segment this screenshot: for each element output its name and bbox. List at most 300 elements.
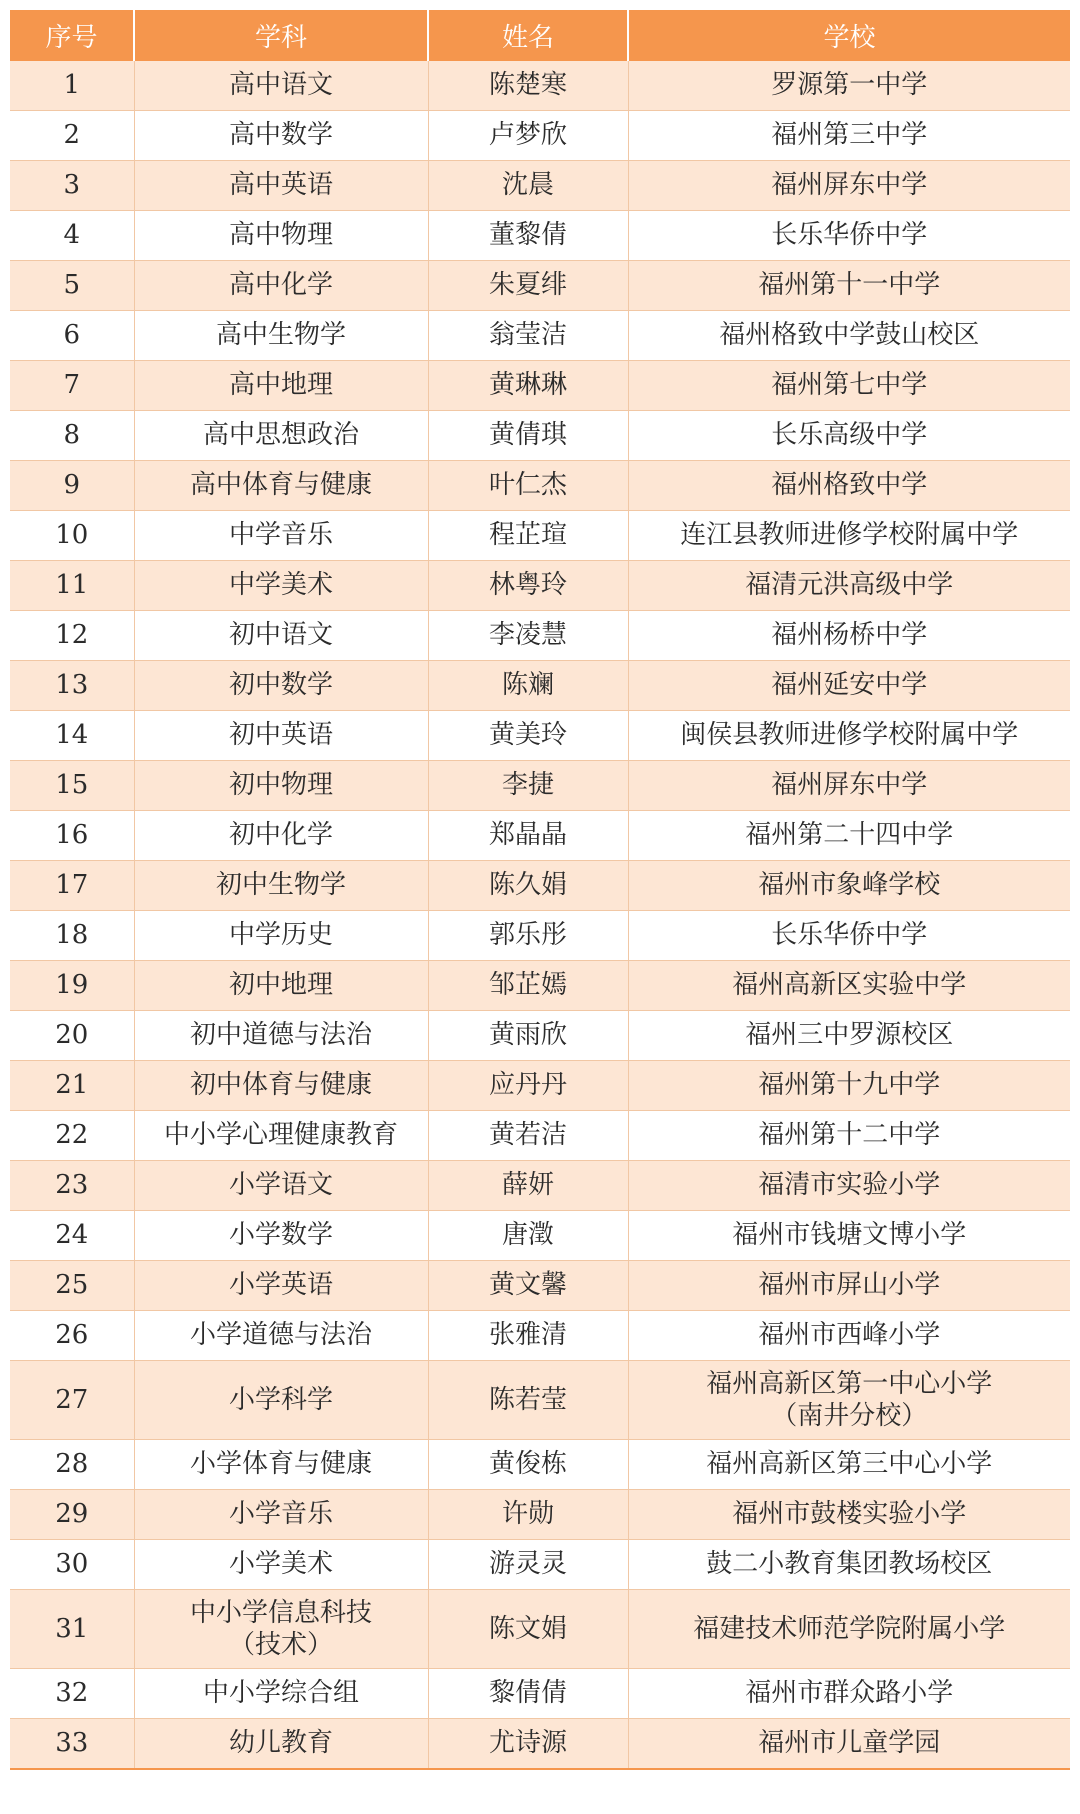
cell-subject [134, 1211, 428, 1261]
cell-school-text: 长乐高级中学 [771, 420, 928, 451]
table-row [10, 1211, 1070, 1261]
cell-name [428, 711, 628, 761]
cell-index-text: 20 [55, 1020, 89, 1051]
cell-school [628, 711, 1070, 761]
cell-subject-text: 小学英语 [228, 1270, 333, 1301]
cell-index-text: 21 [55, 1070, 89, 1101]
cell-index-text: 15 [55, 770, 89, 801]
cell-school-text: 福州第十九中学 [758, 1070, 941, 1101]
cell-index-text: 27 [55, 1384, 89, 1415]
cell-subject-text: 小学道德与法治 [189, 1320, 372, 1351]
table-row [10, 561, 1070, 611]
cell-school [628, 861, 1070, 911]
cell-school-text: 福州第二十四中学 [745, 820, 954, 851]
cell-school-text: 福州市西峰小学 [758, 1320, 941, 1351]
cell-index [10, 1011, 134, 1061]
table-row [10, 1261, 1070, 1311]
cell-name-text: 黄雨欣 [488, 1020, 567, 1051]
cell-school-text: （南井分校） [771, 1401, 928, 1431]
cell-name-text: 黄琳琳 [488, 370, 567, 401]
cell-name [428, 311, 628, 361]
cell-school [628, 411, 1070, 461]
cell-name [428, 211, 628, 261]
cell-name [428, 111, 628, 161]
cell-index [10, 661, 134, 711]
cell-index [10, 1719, 134, 1770]
cell-index [10, 511, 134, 561]
cell-index [10, 111, 134, 161]
cell-school-text: 福建技术师范学院附属小学 [693, 1613, 1006, 1644]
cell-index-text: 9 [63, 470, 81, 501]
cell-school-text: 福州第七中学 [771, 370, 928, 401]
cell-subject-text: 高中语文 [228, 70, 333, 101]
cell-subject-text: 中小学心理健康教育 [163, 1120, 398, 1151]
cell-subject [134, 1590, 428, 1669]
table-row [10, 461, 1070, 511]
cell-index-text: 24 [55, 1220, 89, 1251]
cell-school-text: 福州市屏山小学 [758, 1270, 941, 1301]
table-row [10, 1361, 1070, 1440]
cell-name [428, 1261, 628, 1311]
cell-name-text: 唐澂 [501, 1220, 554, 1251]
cell-subject [134, 511, 428, 561]
cell-name-text: 程芷瑄 [488, 520, 567, 551]
cell-school [628, 1011, 1070, 1061]
cell-index-text: 1 [63, 70, 81, 101]
cell-subject-text: 高中思想政治 [202, 420, 359, 451]
cell-subject [134, 1540, 428, 1590]
cell-subject-text: 中学历史 [228, 920, 333, 951]
cell-name-text: 卢梦欣 [488, 120, 567, 151]
cell-school-text: 福州市鼓楼实验小学 [732, 1499, 967, 1530]
cell-subject [134, 1669, 428, 1719]
cell-name [428, 611, 628, 661]
cell-index [10, 1669, 134, 1719]
cell-index-text: 31 [55, 1613, 89, 1644]
cell-index-text: 17 [55, 870, 89, 901]
cell-name-text: 陈文娟 [488, 1613, 567, 1644]
table-row [10, 1061, 1070, 1111]
cell-school-text: 福州高新区实验中学 [732, 970, 967, 1001]
cell-index-text: 5 [63, 270, 81, 301]
cell-subject-text: 小学数学 [228, 1220, 333, 1251]
cell-subject [134, 461, 428, 511]
cell-name [428, 811, 628, 861]
cell-school-text: 福州格致中学 [771, 470, 928, 501]
cell-index [10, 1061, 134, 1111]
cell-index [10, 611, 134, 661]
cell-index [10, 61, 134, 111]
cell-index [10, 561, 134, 611]
cell-name [428, 61, 628, 111]
cell-index [10, 761, 134, 811]
cell-subject-text: 高中地理 [228, 370, 333, 401]
cell-name-text: 薛妍 [501, 1170, 554, 1201]
cell-subject-text: 小学科学 [228, 1384, 333, 1415]
cell-name-text: 黄俊栋 [488, 1449, 567, 1480]
cell-name [428, 1211, 628, 1261]
cell-name-text: 许勋 [501, 1499, 554, 1530]
cell-subject-text: 中小学综合组 [202, 1678, 359, 1709]
cell-name [428, 1490, 628, 1540]
cell-index [10, 311, 134, 361]
cell-index [10, 1311, 134, 1361]
cell-index-text: 23 [55, 1170, 89, 1201]
cell-index [10, 1161, 134, 1211]
cell-subject-text: 高中数学 [228, 120, 333, 151]
header-subject: 学科 [134, 10, 428, 61]
table-row [10, 911, 1070, 961]
cell-name-text: 黄文馨 [488, 1270, 567, 1301]
cell-school [628, 1590, 1070, 1669]
table-row [10, 161, 1070, 211]
cell-subject-text: 中学音乐 [228, 520, 333, 551]
header-index: 序号 [10, 10, 134, 61]
cell-index-text: 19 [55, 970, 89, 1001]
cell-school [628, 1261, 1070, 1311]
cell-school-text: 长乐华侨中学 [771, 220, 928, 251]
header-row [10, 10, 1070, 61]
cell-index-text: 2 [63, 120, 81, 151]
cell-school [628, 761, 1070, 811]
cell-name [428, 961, 628, 1011]
table-row [10, 261, 1070, 311]
cell-name [428, 1311, 628, 1361]
table-row [10, 711, 1070, 761]
cell-index-text: 26 [55, 1320, 89, 1351]
cell-subject-text: 小学语文 [228, 1170, 333, 1201]
cell-subject-text: 初中语文 [228, 620, 333, 651]
cell-index [10, 411, 134, 461]
winners-table [10, 10, 1070, 1770]
cell-subject [134, 861, 428, 911]
cell-subject-text: 高中英语 [228, 170, 333, 201]
cell-index-text: 14 [55, 720, 89, 751]
cell-name [428, 1061, 628, 1111]
cell-school-text: 福州市群众路小学 [745, 1678, 954, 1709]
table-row [10, 1719, 1070, 1770]
cell-subject [134, 911, 428, 961]
cell-school [628, 361, 1070, 411]
cell-subject [134, 311, 428, 361]
cell-school [628, 511, 1070, 561]
cell-school-text: 福清市实验小学 [758, 1170, 941, 1201]
cell-subject-text: 初中体育与健康 [189, 1070, 372, 1101]
cell-index [10, 1540, 134, 1590]
cell-index-text: 25 [55, 1270, 89, 1301]
cell-name [428, 861, 628, 911]
cell-subject [134, 661, 428, 711]
cell-name-text: 郭乐彤 [488, 920, 567, 951]
cell-subject-text: 初中英语 [228, 720, 333, 751]
cell-name-text: 沈晨 [501, 170, 554, 201]
cell-subject-text: 中学美术 [228, 570, 333, 601]
cell-name-text: 应丹丹 [488, 1070, 567, 1101]
table-body [10, 61, 1070, 1769]
cell-school-text: 罗源第一中学 [771, 70, 928, 101]
cell-subject-text: 初中生物学 [215, 870, 346, 901]
cell-name-text: 李凌慧 [488, 620, 567, 651]
cell-school-text: 福州杨桥中学 [771, 620, 928, 651]
cell-school [628, 161, 1070, 211]
cell-index [10, 1590, 134, 1669]
table-row [10, 961, 1070, 1011]
cell-name-text: 陈久娟 [488, 870, 567, 901]
cell-school-text: 福州三中罗源校区 [745, 1020, 954, 1051]
cell-index-text: 18 [55, 920, 89, 951]
cell-school-text: 福州市象峰学校 [758, 870, 941, 901]
cell-name [428, 411, 628, 461]
cell-name-text: 黎倩倩 [488, 1678, 567, 1709]
cell-index-text: 3 [63, 170, 81, 201]
cell-index [10, 1111, 134, 1161]
cell-name-text: 黄若洁 [488, 1120, 567, 1151]
cell-name-text: 朱夏绯 [488, 270, 567, 301]
cell-name [428, 1161, 628, 1211]
cell-school [628, 611, 1070, 661]
cell-subject-text: 初中化学 [228, 820, 333, 851]
cell-index [10, 711, 134, 761]
cell-subject-text: 初中地理 [228, 970, 333, 1001]
cell-school [628, 961, 1070, 1011]
cell-subject [134, 1061, 428, 1111]
cell-school [628, 811, 1070, 861]
cell-subject [134, 1261, 428, 1311]
cell-name [428, 261, 628, 311]
cell-index [10, 361, 134, 411]
cell-index-text: 29 [55, 1499, 89, 1530]
cell-subject [134, 1011, 428, 1061]
cell-name-text: 董黎倩 [488, 220, 567, 251]
cell-name-text: 林粤玲 [488, 570, 567, 601]
table-row [10, 411, 1070, 461]
cell-subject [134, 811, 428, 861]
cell-index-text: 28 [55, 1449, 89, 1480]
table-row [10, 1011, 1070, 1061]
cell-name-text: 尤诗源 [488, 1728, 567, 1759]
cell-subject [134, 61, 428, 111]
cell-school [628, 1719, 1070, 1770]
cell-subject-text: 高中体育与健康 [189, 470, 372, 501]
cell-subject [134, 1311, 428, 1361]
cell-index [10, 1490, 134, 1540]
winners-table-container [10, 10, 1070, 1770]
cell-index [10, 1440, 134, 1490]
cell-school-text: 福州第十一中学 [758, 270, 941, 301]
cell-subject-text: 高中化学 [228, 270, 333, 301]
cell-name [428, 561, 628, 611]
cell-subject [134, 711, 428, 761]
cell-subject [134, 1719, 428, 1770]
cell-name-text: 郑晶晶 [488, 820, 567, 851]
cell-school-text: 福州第十二中学 [758, 1120, 941, 1151]
cell-name [428, 1011, 628, 1061]
cell-index [10, 211, 134, 261]
table-row [10, 111, 1070, 161]
cell-school [628, 1161, 1070, 1211]
cell-subject [134, 361, 428, 411]
cell-name-text: 翁莹洁 [488, 320, 567, 351]
cell-subject-text: 中小学信息科技 [189, 1597, 372, 1628]
cell-index [10, 161, 134, 211]
cell-index-text: 11 [55, 570, 89, 601]
cell-subject [134, 961, 428, 1011]
cell-subject-text: 初中道德与法治 [189, 1020, 372, 1051]
cell-name [428, 1440, 628, 1490]
cell-name-text: 陈若莹 [488, 1384, 567, 1415]
cell-subject-text: 小学音乐 [228, 1499, 333, 1530]
cell-subject [134, 1111, 428, 1161]
header-school: 学校 [628, 10, 1070, 61]
cell-school [628, 1361, 1070, 1440]
cell-school [628, 1311, 1070, 1361]
cell-name [428, 461, 628, 511]
cell-index-text: 22 [55, 1120, 89, 1151]
table-row [10, 1161, 1070, 1211]
cell-name-text: 李捷 [501, 770, 554, 801]
cell-school-text: 福州市钱塘文博小学 [732, 1220, 967, 1251]
cell-index-text: 30 [55, 1549, 89, 1580]
cell-index [10, 911, 134, 961]
cell-school-text: 福州市儿童学园 [758, 1728, 941, 1759]
cell-subject [134, 411, 428, 461]
table-row [10, 511, 1070, 561]
cell-name-text: 陈楚寒 [488, 70, 567, 101]
cell-index-text: 10 [55, 520, 89, 551]
cell-school-text: 鼓二小教育集团教场校区 [706, 1549, 993, 1580]
cell-name [428, 161, 628, 211]
cell-school [628, 1111, 1070, 1161]
cell-name-text: 邹芷嫣 [488, 970, 567, 1001]
cell-subject [134, 111, 428, 161]
cell-school-text: 福州格致中学鼓山校区 [719, 320, 980, 351]
cell-index-text: 32 [55, 1678, 89, 1709]
table-row [10, 1490, 1070, 1540]
table-row [10, 1669, 1070, 1719]
cell-school-text: 长乐华侨中学 [771, 920, 928, 951]
cell-school-text: 福清元洪高级中学 [745, 570, 954, 601]
cell-index-text: 33 [55, 1728, 89, 1759]
table-row [10, 1440, 1070, 1490]
cell-subject-text: 初中物理 [228, 770, 333, 801]
cell-index [10, 861, 134, 911]
cell-index-text: 7 [63, 370, 81, 401]
cell-subject [134, 611, 428, 661]
cell-name-text: 黄倩琪 [488, 420, 567, 451]
table-row [10, 311, 1070, 361]
cell-school-text: 连江县教师进修学校附属中学 [680, 520, 1019, 551]
cell-name [428, 911, 628, 961]
cell-subject-text: 高中物理 [228, 220, 333, 251]
cell-index-text: 16 [55, 820, 89, 851]
cell-index [10, 261, 134, 311]
cell-index-text: 8 [63, 420, 81, 451]
cell-school [628, 1061, 1070, 1111]
cell-school [628, 1490, 1070, 1540]
cell-name [428, 1540, 628, 1590]
cell-subject [134, 261, 428, 311]
cell-subject [134, 211, 428, 261]
table-row [10, 761, 1070, 811]
table-row [10, 1590, 1070, 1669]
cell-name [428, 1669, 628, 1719]
cell-index [10, 1211, 134, 1261]
cell-subject [134, 1161, 428, 1211]
cell-name-text: 游灵灵 [488, 1549, 567, 1580]
cell-school [628, 911, 1070, 961]
cell-subject [134, 1440, 428, 1490]
cell-school [628, 1669, 1070, 1719]
cell-school-text: 福州屏东中学 [771, 170, 928, 201]
cell-index [10, 811, 134, 861]
cell-subject-text: 初中数学 [228, 670, 333, 701]
cell-index-text: 4 [63, 220, 81, 251]
table-row [10, 811, 1070, 861]
cell-name [428, 761, 628, 811]
cell-school [628, 61, 1070, 111]
cell-name-text: 黄美玲 [488, 720, 567, 751]
cell-name [428, 361, 628, 411]
cell-index-text: 12 [55, 620, 89, 651]
cell-subject-text: （技术） [228, 1630, 333, 1660]
cell-name [428, 1719, 628, 1770]
cell-index [10, 461, 134, 511]
table-row [10, 861, 1070, 911]
table-row [10, 611, 1070, 661]
cell-subject [134, 1361, 428, 1440]
cell-subject-text: 幼儿教育 [228, 1728, 333, 1759]
cell-subject [134, 761, 428, 811]
header-name: 姓名 [428, 10, 628, 61]
table-row [10, 1540, 1070, 1590]
cell-school [628, 1540, 1070, 1590]
cell-school-text: 闽侯县教师进修学校附属中学 [680, 720, 1019, 751]
cell-name [428, 1361, 628, 1440]
cell-school [628, 261, 1070, 311]
cell-subject-text: 小学美术 [228, 1549, 333, 1580]
cell-name-text: 张雅清 [488, 1320, 567, 1351]
cell-school-text: 福州高新区第一中心小学 [706, 1368, 993, 1399]
cell-name [428, 511, 628, 561]
cell-school-text: 福州高新区第三中心小学 [706, 1449, 993, 1480]
cell-school [628, 661, 1070, 711]
cell-name-text: 陈斓 [501, 670, 554, 701]
cell-subject-text: 小学体育与健康 [189, 1449, 372, 1480]
cell-school [628, 561, 1070, 611]
table-row [10, 211, 1070, 261]
cell-school [628, 211, 1070, 261]
table-header [10, 10, 1070, 61]
cell-subject [134, 161, 428, 211]
cell-name [428, 1111, 628, 1161]
cell-school [628, 1211, 1070, 1261]
cell-name [428, 661, 628, 711]
cell-index [10, 1261, 134, 1311]
table-row [10, 661, 1070, 711]
cell-school [628, 461, 1070, 511]
cell-school [628, 311, 1070, 361]
cell-subject [134, 561, 428, 611]
cell-subject [134, 1490, 428, 1540]
cell-index-text: 6 [63, 320, 81, 351]
cell-school-text: 福州第三中学 [771, 120, 928, 151]
cell-school-text: 福州屏东中学 [771, 770, 928, 801]
cell-index [10, 961, 134, 1011]
cell-subject-text: 高中生物学 [215, 320, 346, 351]
table-row [10, 361, 1070, 411]
cell-name [428, 1590, 628, 1669]
cell-name-text: 叶仁杰 [488, 470, 567, 501]
